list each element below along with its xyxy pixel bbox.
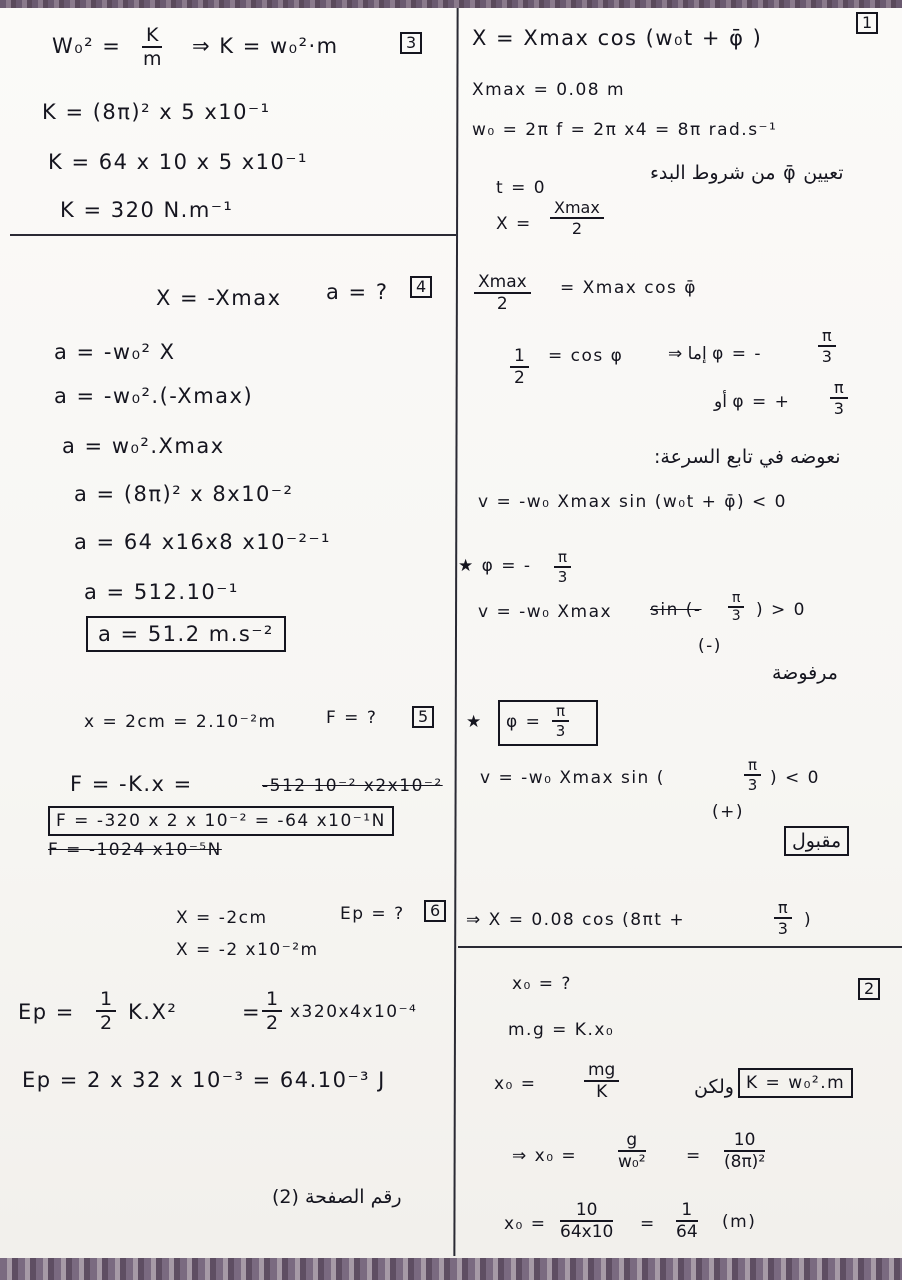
sign-note: (-)	[698, 636, 722, 656]
sign-note: (+)	[712, 802, 745, 822]
crossed-out-text: F = -1024 x10⁻⁵N	[48, 840, 222, 860]
velocity-equation: ) > 0	[756, 600, 806, 620]
equation-line: K.X²	[128, 1000, 178, 1024]
fraction: $\frac{\pi}{3}$	[818, 326, 836, 366]
equation-line: =	[686, 1146, 702, 1166]
velocity-equation: v = -w₀ Xmax	[478, 602, 613, 622]
equation-line: Ep = 2 x 32 x 10⁻³ = 64.10⁻³ J	[22, 1068, 386, 1092]
result-box: F = -320 x 2 x 10⁻² = -64 x10⁻¹N	[48, 806, 394, 836]
equation-line: m.g = K.x₀	[508, 1020, 615, 1040]
fraction: $\frac{\pi}{3}$	[774, 898, 792, 938]
equation-line: a = 64 x16x8 x10⁻²⁻¹	[74, 530, 331, 554]
given-value: X = -2 x10⁻²m	[176, 940, 319, 960]
equation-line: =	[242, 1000, 262, 1024]
fraction: Xmax 2	[550, 198, 604, 238]
equation-line: ⇒ إما φ = -	[668, 344, 762, 364]
fraction: $\frac{1}{2}$	[510, 346, 529, 388]
equation-line: أو φ = +	[714, 392, 791, 412]
fraction: $\frac{1}{2}$	[96, 988, 116, 1034]
equation-line: ⇒ x₀ =	[512, 1146, 578, 1166]
section-number: 6	[424, 900, 446, 922]
unknown-label: Ep = ?	[340, 904, 405, 924]
equation-line: K = 64 x 10 x 5 x10⁻¹	[48, 150, 308, 174]
velocity-equation: ) < 0	[770, 768, 820, 788]
initial-condition: t = 0	[496, 178, 547, 198]
equation-line: X = Xmax cos (w₀t + φ̄ )	[472, 26, 763, 50]
initial-condition: X =	[496, 214, 532, 234]
equation-line: = cos φ	[548, 346, 624, 366]
equation-line: w₀ = 2π f = 2π x4 = 8π rad.s⁻¹	[472, 120, 778, 140]
equation-line: x₀ = ?	[512, 974, 572, 994]
final-equation: )	[804, 910, 813, 930]
equation-line: x320x4x10⁻⁴	[290, 1002, 418, 1022]
rejected-label: مرفوضة	[772, 662, 838, 684]
fraction: $\frac{\pi}{3}$	[744, 756, 761, 794]
arabic-note: ولكن	[694, 1076, 734, 1098]
equation-line: K = (8π)² x 5 x10⁻¹	[42, 100, 271, 124]
equation-line: a = -w₀².(-Xmax)	[54, 384, 254, 408]
section-divider-left-1	[10, 234, 456, 236]
equation-line: W₀² =	[52, 34, 122, 58]
fraction: $\frac{g}{\text{w₀²}}$	[618, 1130, 646, 1172]
equation-line: a = -w₀² X	[54, 340, 176, 364]
final-equation: ⇒ X = 0.08 cos (8πt +	[466, 910, 686, 930]
unit-label: (m)	[722, 1212, 757, 1232]
accepted-phase-box: φ = $\frac{\pi}{3}$	[498, 700, 598, 746]
arabic-note: نعوضه في تابع السرعة:	[654, 446, 841, 468]
given-value: X = -Xmax	[156, 286, 282, 310]
equation-line: ⇒ K = w₀²·m	[192, 34, 339, 58]
crossed-out-text: sin (-	[650, 600, 702, 620]
velocity-equation: v = -w₀ Xmax sin (w₀t + φ̄) < 0	[478, 492, 787, 512]
fraction: $\frac{\pi}{3}$	[728, 590, 744, 624]
equation-line: x₀ =	[504, 1214, 547, 1234]
equation-line: x₀ =	[494, 1074, 537, 1094]
given-value: x = 2cm = 2.10⁻²m	[84, 712, 277, 732]
equation-line: K = 320 N.m⁻¹	[60, 198, 234, 222]
velocity-equation: v = -w₀ Xmax sin (	[480, 768, 665, 788]
case-label: ★ φ = -	[458, 556, 532, 576]
fraction: $\frac{10}{64x10}$	[560, 1200, 614, 1242]
fabric-background-bottom	[0, 1258, 902, 1280]
fraction: $\frac{\pi}{3}$	[830, 378, 848, 418]
arabic-note: تعيين φ̄ من شروط البدء	[650, 162, 844, 184]
equation-line: =	[640, 1214, 656, 1234]
formula-box: K = w₀².m	[738, 1068, 853, 1098]
equation-line: F = -K.x =	[70, 772, 193, 796]
equation-line: = Xmax cos φ̄	[560, 278, 697, 298]
result-box: a = 51.2 m.s⁻²	[86, 616, 286, 652]
equation-line: Xmax = 0.08 m	[472, 80, 626, 100]
unknown-label: a = ?	[326, 280, 389, 304]
crossed-out-text: -512 10⁻² x2x10⁻²	[262, 776, 443, 796]
fraction: $\frac{\pi}{3}$	[554, 548, 571, 586]
section-number: 2	[858, 978, 880, 1000]
equation-line: Ep =	[18, 1000, 75, 1024]
fraction: $\frac{1}{64}$	[676, 1200, 698, 1242]
section-number: 5	[412, 706, 434, 728]
equation-line: a = 512.10⁻¹	[84, 580, 239, 604]
case-label: ★	[466, 712, 483, 732]
section-number: 3	[400, 32, 422, 54]
page-number-label: رقم الصفحة (2)	[272, 1186, 402, 1208]
section-number: 1	[856, 12, 878, 34]
section-divider-right-1	[458, 946, 902, 948]
fraction: $\frac{1}{2}$	[262, 988, 282, 1034]
unknown-label: F = ?	[326, 708, 378, 728]
equation-line: a = (8π)² x 8x10⁻²	[74, 482, 294, 506]
equation-line: a = w₀².Xmax	[62, 434, 225, 458]
fraction: Xmax 2	[474, 272, 531, 314]
section-number: 4	[410, 276, 432, 298]
given-value: X = -2cm	[176, 908, 268, 928]
accepted-label: مقبول	[784, 826, 849, 856]
fraction: $\frac{K}{m}$	[142, 24, 162, 70]
fraction: $\frac{mg}{K}$	[584, 1060, 619, 1102]
fraction: $\frac{10}{\text{(8π)²}}$	[724, 1130, 766, 1172]
